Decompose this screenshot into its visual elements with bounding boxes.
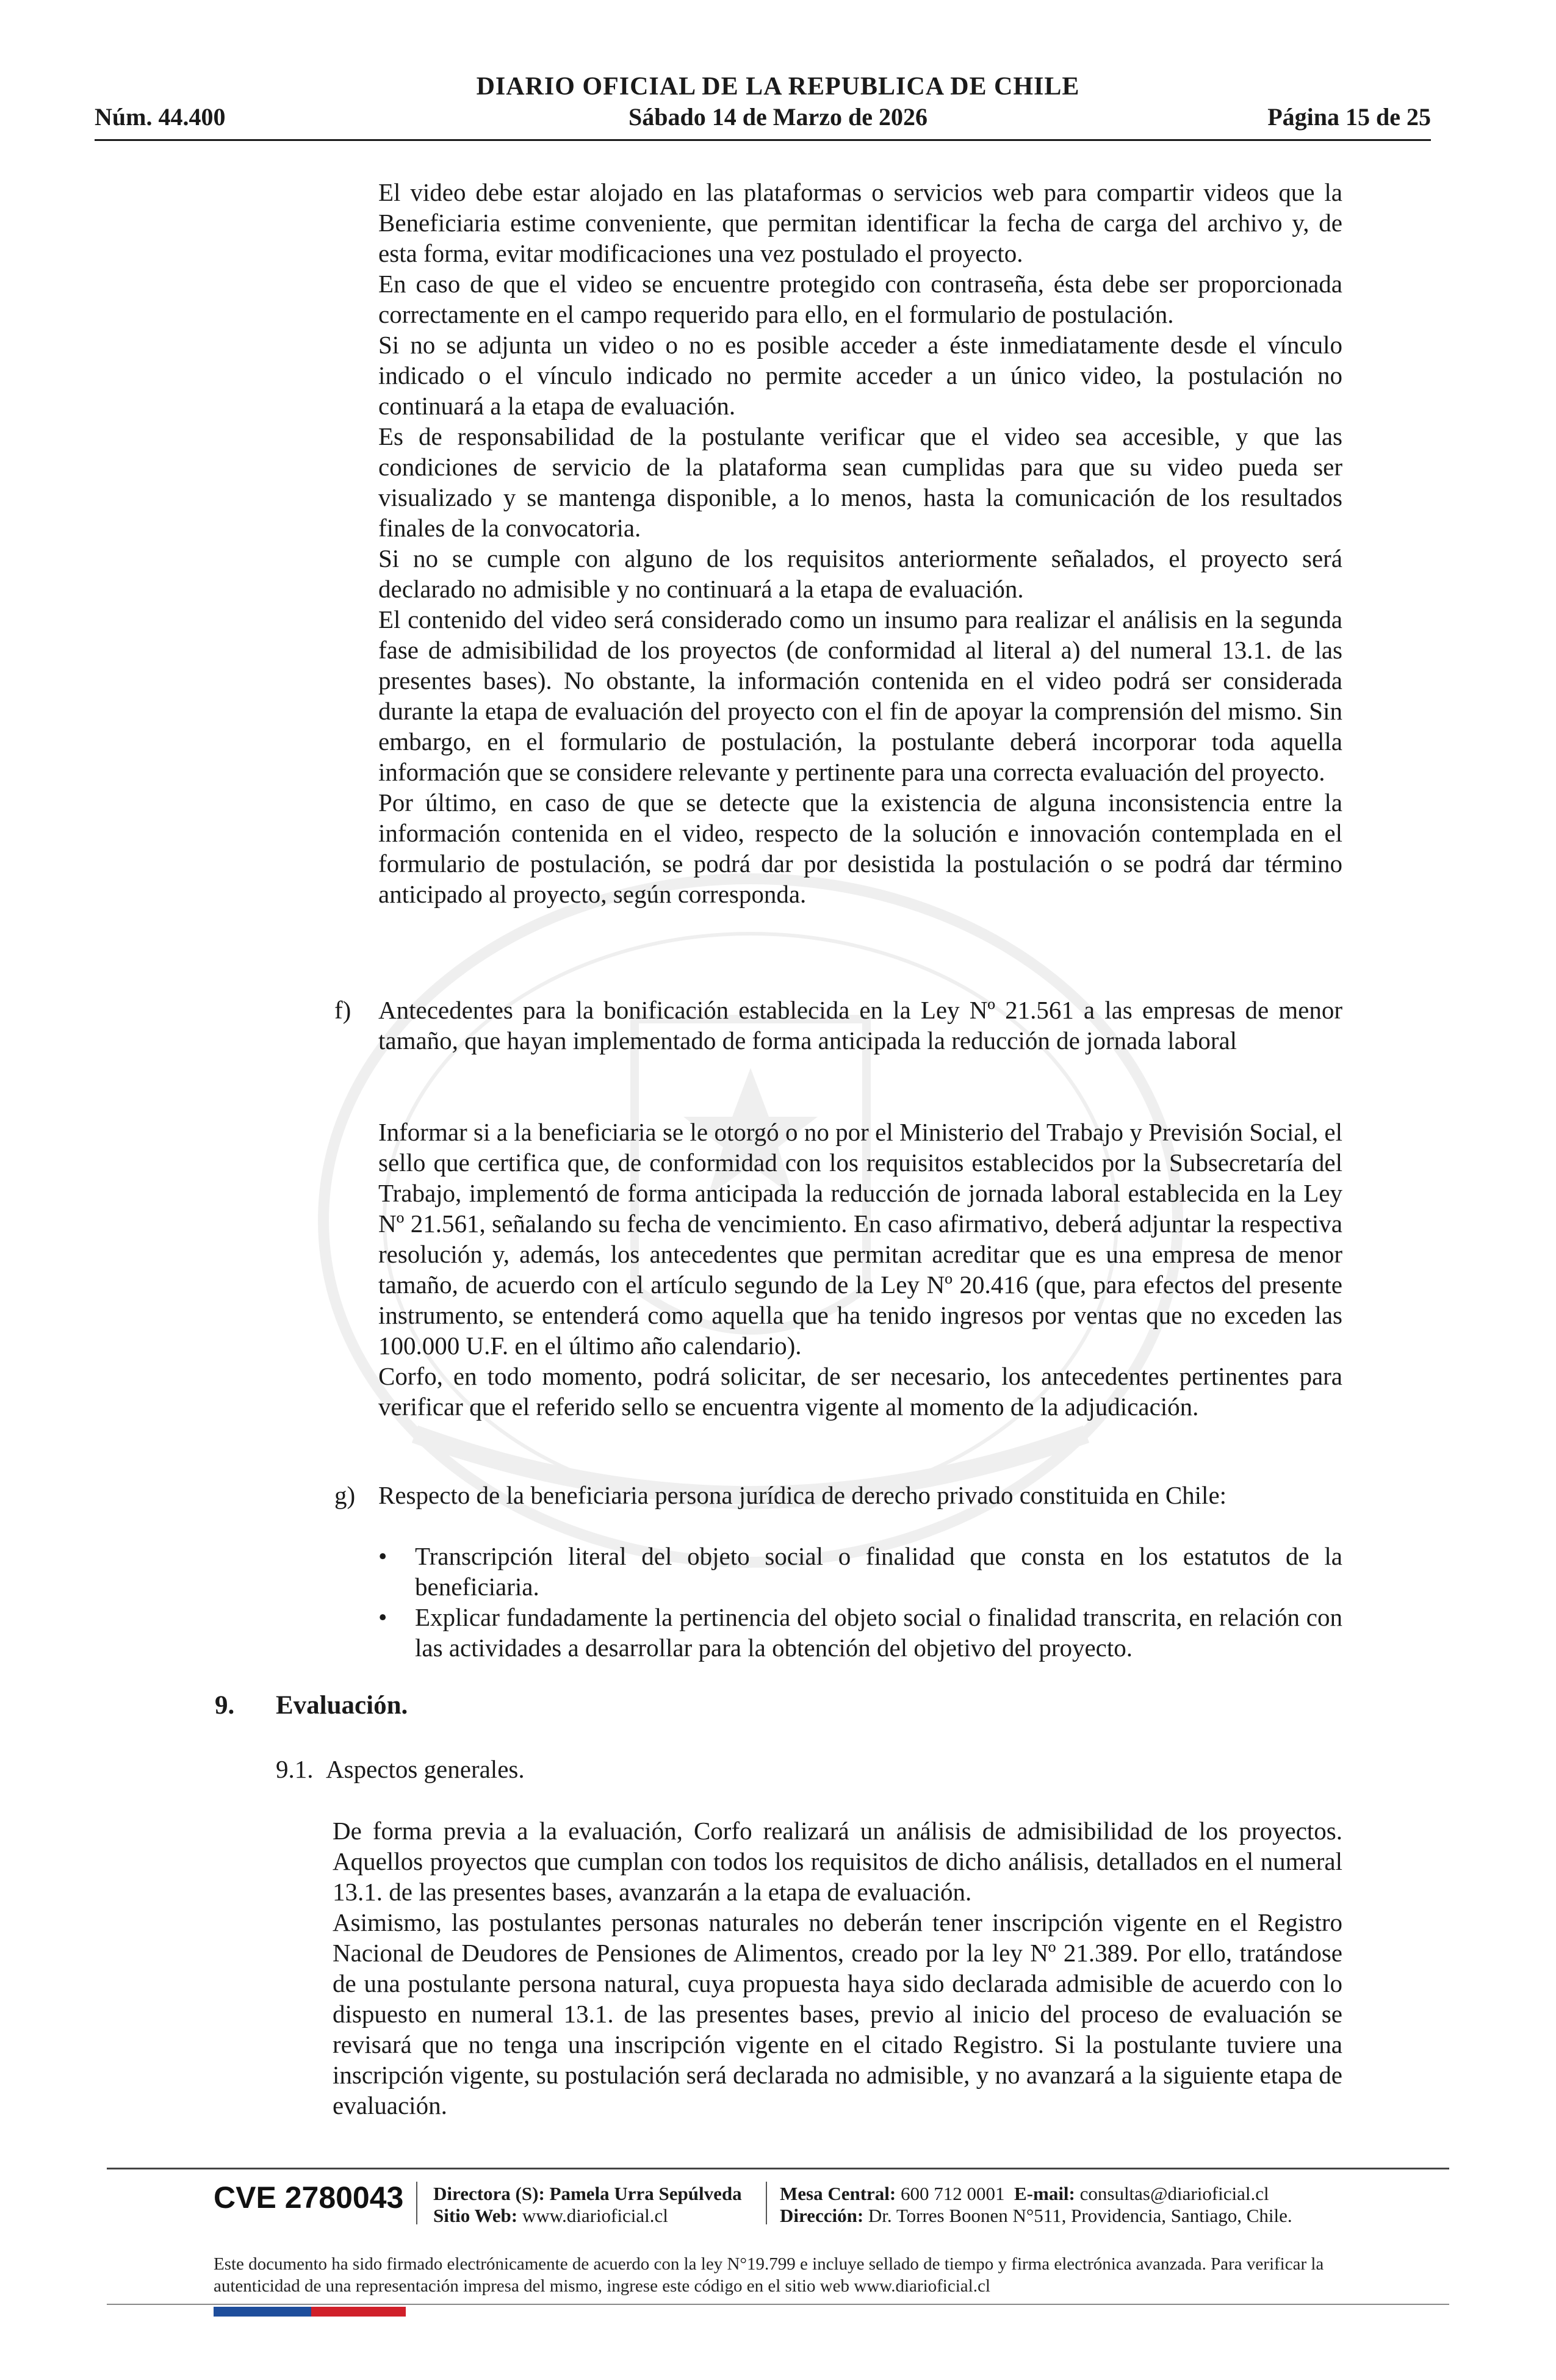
address-label: Dirección:: [780, 2205, 864, 2226]
footer-divider: [107, 2168, 1449, 2169]
phone-label: Mesa Central:: [780, 2183, 896, 2204]
email-link[interactable]: consultas@diarioficial.cl: [1079, 2183, 1269, 2204]
footer-contact-column: [780, 2183, 1292, 2227]
site-link[interactable]: www.diarioficial.cl: [522, 2205, 668, 2226]
subsection-title: Aspectos generales.: [326, 1755, 525, 1783]
item-g-bullet-list: [378, 1541, 1342, 1663]
bullet-text: Transcripción literal del objeto social o finalidad que consta en los estatutos de la beneficiaria.: [415, 1542, 1342, 1601]
phone-number: 600 712 0001: [901, 2183, 1005, 2204]
bullet-text: Explicar fundadamente la pertinencia del objeto social o finalidad transcrita, en relación con las actividades a desarrollar para la obtención del objetivo del proyecto.: [415, 1603, 1342, 1662]
paragraph: Por último, en caso de que se detecte que la existencia de alguna inconsistencia entre la información contenida en el video, respecto de la solución e innovación contemplada en el formulario de postulación, se podrá dar por desistida la postulación o se podrá dar término anticipado al proyecto, según corresponda.: [378, 788, 1342, 908]
footer-separator: [766, 2182, 767, 2224]
paragraph: El contenido del video será considerado como un insumo para realizar el análisis en la segunda fase de admisibilidad de los proyectos (de conformidad al literal a) del numeral 13.1. de las presentes bases). No obstante, la información contenida en el video podrá ser considerada durante la etapa de evaluación del proyecto con el fin de apoyar la comprensión del mismo. Sin embargo, en el formulario de postulación, la postulante deberá incorporar toda aquella información que se considere relevante y pertinente para una correcta evaluación del proyecto.: [378, 605, 1342, 786]
flag-stripe-blue: [214, 2307, 311, 2317]
page-header: [0, 0, 1556, 146]
paragraph: Si no se cumple con alguno de los requisitos anteriormente señalados, el proyecto será declarado no admisible y no continuará a la etapa de evaluación.: [378, 544, 1342, 603]
director-label: Directora (S):: [433, 2183, 545, 2204]
footer-bottom-divider: [107, 2304, 1449, 2305]
list-item: [378, 1602, 1342, 1663]
address-text: Dr. Torres Boonen N°511, Providencia, Santiago, Chile.: [868, 2205, 1292, 2226]
issue-date: Sábado 14 de Marzo de 2026: [629, 103, 927, 131]
footer-separator: [416, 2182, 417, 2224]
item-f-title: [378, 995, 1342, 1056]
bullet-icon: •: [378, 1542, 387, 1570]
paragraph: De forma previa a la evaluación, Corfo realizará un análisis de admisibilidad de los proyectos. Aquellos proyectos que cumplan con todos los requisitos de dicho análisis, detallados en el numeral 13.1. de las presentes bases, avanzarán a la etapa de evaluación.: [333, 1817, 1342, 1906]
paragraph: Informar si a la beneficiaria se le otorgó o no por el Ministerio del Trabajo y Previsión Social, el sello que certifica que, de conformidad con los requisitos establecidos por la Subsecretaría del Trabajo, implementó de forma anticipada la reducción de jornada laboral establecida en la Ley Nº 21.561, señalando su fecha de vencimiento. En caso afirmativo, deberá adjuntar la respectiva resolución y, además, los antecedentes que permitan acreditar que es una empresa de menor tamaño, de acuerdo con el artículo segundo de la Ley Nº 20.416 (que, para efectos del presente instrumento, se entenderá como aquella que ha tenido ingresos por ventas que no exceden las 100.000 U.F. en el último año calendario).: [378, 1118, 1342, 1360]
bullet-icon: •: [378, 1603, 387, 1631]
cve-code: CVE 2780043: [214, 2180, 404, 2215]
item-f-label: f): [334, 996, 351, 1024]
item-f-body: [378, 1117, 1342, 1422]
paragraph: El video debe estar alojado en las plataformas o servicios web para compartir videos que la Beneficiaria estime conveniente, que permitan identificar la fecha de carga del archivo y, de esta forma, evitar modificaciones una vez postulado el proyecto.: [378, 178, 1342, 267]
section-9-body: [333, 1816, 1342, 2121]
item-g-title: [378, 1480, 1342, 1510]
newspaper-title: DIARIO OFICIAL DE LA REPUBLICA DE CHILE: [476, 73, 1080, 101]
page-number: Página 15 de 25: [1267, 103, 1431, 131]
header-divider: [95, 139, 1431, 141]
subsection-number: 9.1.: [276, 1755, 314, 1783]
site-label: Sitio Web:: [433, 2205, 518, 2226]
item-f-heading: Antecedentes para la bonificación establecida en la Ley Nº 21.561 a las empresas de menor tamaño, que hayan implementado de forma anticipada la reducción de jornada laboral: [378, 996, 1342, 1055]
video-requirements-block: [378, 177, 1342, 909]
footer-director-column: [433, 2183, 742, 2227]
signature-notice: Este documento ha sido firmado electrónicamente de acuerdo con la ley N°19.799 e incluye sellado de tiempo y firma electrónica avanzada. Para verificar la autenticidad de una representación impresa del mismo, ingrese este código en el sitio web www.diarioficial.cl: [214, 2254, 1324, 2296]
issue-number: Núm. 44.400: [95, 103, 226, 131]
flag-stripe-red: [311, 2307, 406, 2317]
paragraph: Corfo, en todo momento, podrá solicitar, de ser necesario, los antecedentes pertinentes para verificar que el referido sello se encuentra vigente al momento de la adjudicación.: [378, 1362, 1342, 1421]
email-label: E-mail:: [1014, 2183, 1075, 2204]
paragraph: Asimismo, las postulantes personas naturales no deberán tener inscripción vigente en el Registro Nacional de Deudores de Pensiones de Alimentos, creado por la ley Nº 21.389. Por ello, tratándose de una postulante persona natural, cuya propuesta haya sido declarada admisible de acuerdo con lo dispuesto en numeral 13.1. de las presentes bases, previo al inicio del proceso de evaluación se revisará que no tenga una inscripción vigente en el citado Registro. Si la postulante tuviere una inscripción vigente, su postulación será declarada no admisible, y no avanzará a la siguiente etapa de evaluación.: [333, 1908, 1342, 2119]
section-9-number: 9.: [215, 1691, 235, 1720]
item-g-heading: Respecto de la beneficiaria persona jurídica de derecho privado constituida en Chile:: [378, 1481, 1227, 1509]
paragraph: Si no se adjunta un video o no es posible acceder a éste inmediatamente desde el vínculo indicado o el vínculo indicado no permite acceder a un único video, la postulación no continuará a la etapa de evaluación.: [378, 331, 1342, 420]
paragraph: Es de responsabilidad de la postulante verificar que el video sea accesible, y que las condiciones de servicio de la plataforma sean cumplidas para que su video pueda ser visualizado y se mantenga disponible, a lo menos, hasta la comunicación de los resultados finales de la convocatoria.: [378, 422, 1342, 542]
item-g-label: g): [334, 1481, 356, 1509]
section-9-title: Evaluación.: [276, 1691, 408, 1720]
subsection-9-1: [276, 1754, 525, 1784]
director-name: Pamela Urra Sepúlveda: [549, 2183, 742, 2204]
paragraph: En caso de que el video se encuentre protegido con contraseña, ésta debe ser proporcionada correctamente en el campo requerido para ello, en el formulario de postulación.: [378, 270, 1342, 328]
list-item: [378, 1541, 1342, 1602]
